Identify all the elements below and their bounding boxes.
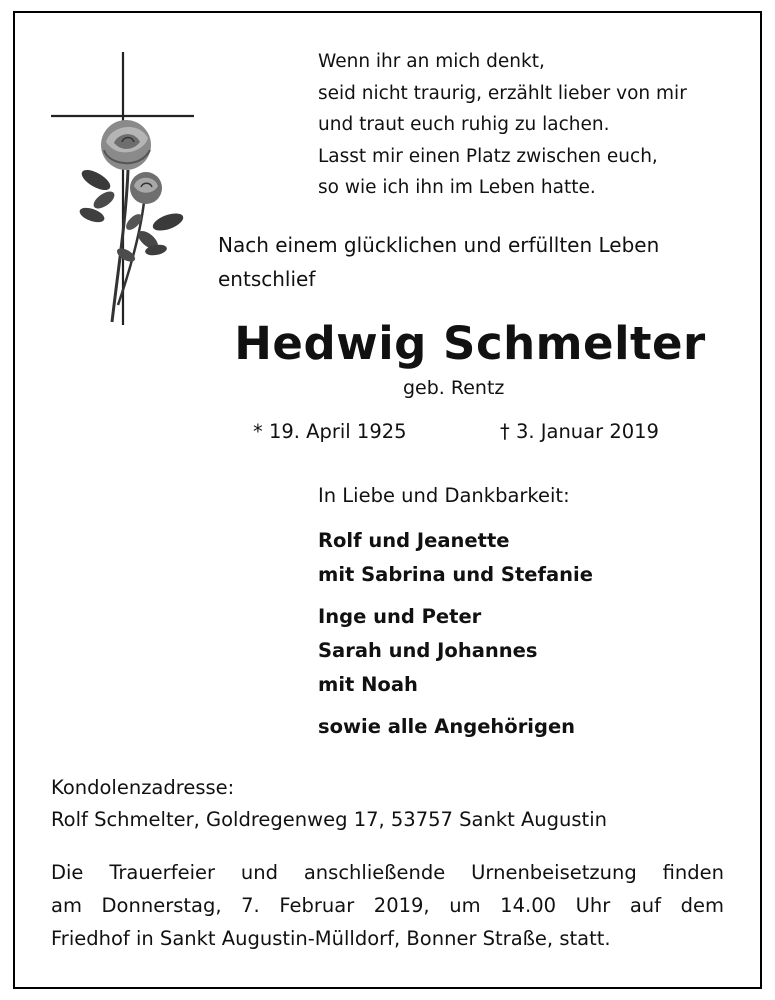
cross-with-roses-icon — [48, 50, 198, 330]
poem — [318, 46, 687, 204]
poem-line: Lasst mir einen Platz zwischen euch, — [318, 145, 658, 167]
poem-line: Wenn ihr an mich denkt, — [318, 51, 545, 72]
condolence-label: Kondolenzadresse: — [51, 776, 235, 799]
mourner-group — [318, 710, 593, 744]
death-date: † 3. Januar 2019 — [500, 420, 659, 443]
mourner-line: sowie alle Angehörigen — [318, 715, 576, 738]
mourner-line: Rolf und Jeanette — [318, 529, 510, 552]
mourners-list — [318, 524, 593, 752]
mourner-line: Sarah und Johannes — [318, 639, 538, 662]
deceased-name: Hedwig Schmelter — [234, 317, 706, 370]
ceremony-line: Friedhof in Sankt Augustin-Mülldorf, Bonner Straße, statt. — [51, 927, 611, 950]
intro-line: entschlief — [218, 267, 316, 291]
ceremony-line: Die Trauerfeier und anschließende Urnenbeisetzung finden — [51, 861, 724, 884]
mourner-group — [318, 524, 593, 592]
poem-line: seid nicht traurig, erzählt lieber von mir — [318, 82, 687, 104]
poem-line: und traut euch ruhig zu lachen. — [318, 114, 610, 135]
maiden-name: geb. Rentz — [403, 377, 505, 399]
thanks-heading: In Liebe und Dankbarkeit: — [318, 484, 570, 507]
ceremony-notice — [51, 856, 724, 955]
intro-text — [218, 228, 659, 296]
birth-date: * 19. April 1925 — [253, 420, 407, 443]
poem-line: so wie ich ihn im Leben hatte. — [318, 177, 596, 198]
ceremony-line: am Donnerstag, 7. Februar 2019, um 14.00 Uhr auf dem — [51, 894, 724, 917]
intro-line: Nach einem glücklichen und erfüllten Leben — [218, 233, 660, 257]
mourner-group — [318, 600, 593, 702]
mourner-line: mit Sabrina und Stefanie — [318, 563, 593, 586]
condolence-address: Rolf Schmelter, Goldregenweg 17, 53757 Sankt Augustin — [51, 808, 607, 831]
mourner-line: mit Noah — [318, 673, 418, 696]
mourner-line: Inge und Peter — [318, 605, 482, 628]
